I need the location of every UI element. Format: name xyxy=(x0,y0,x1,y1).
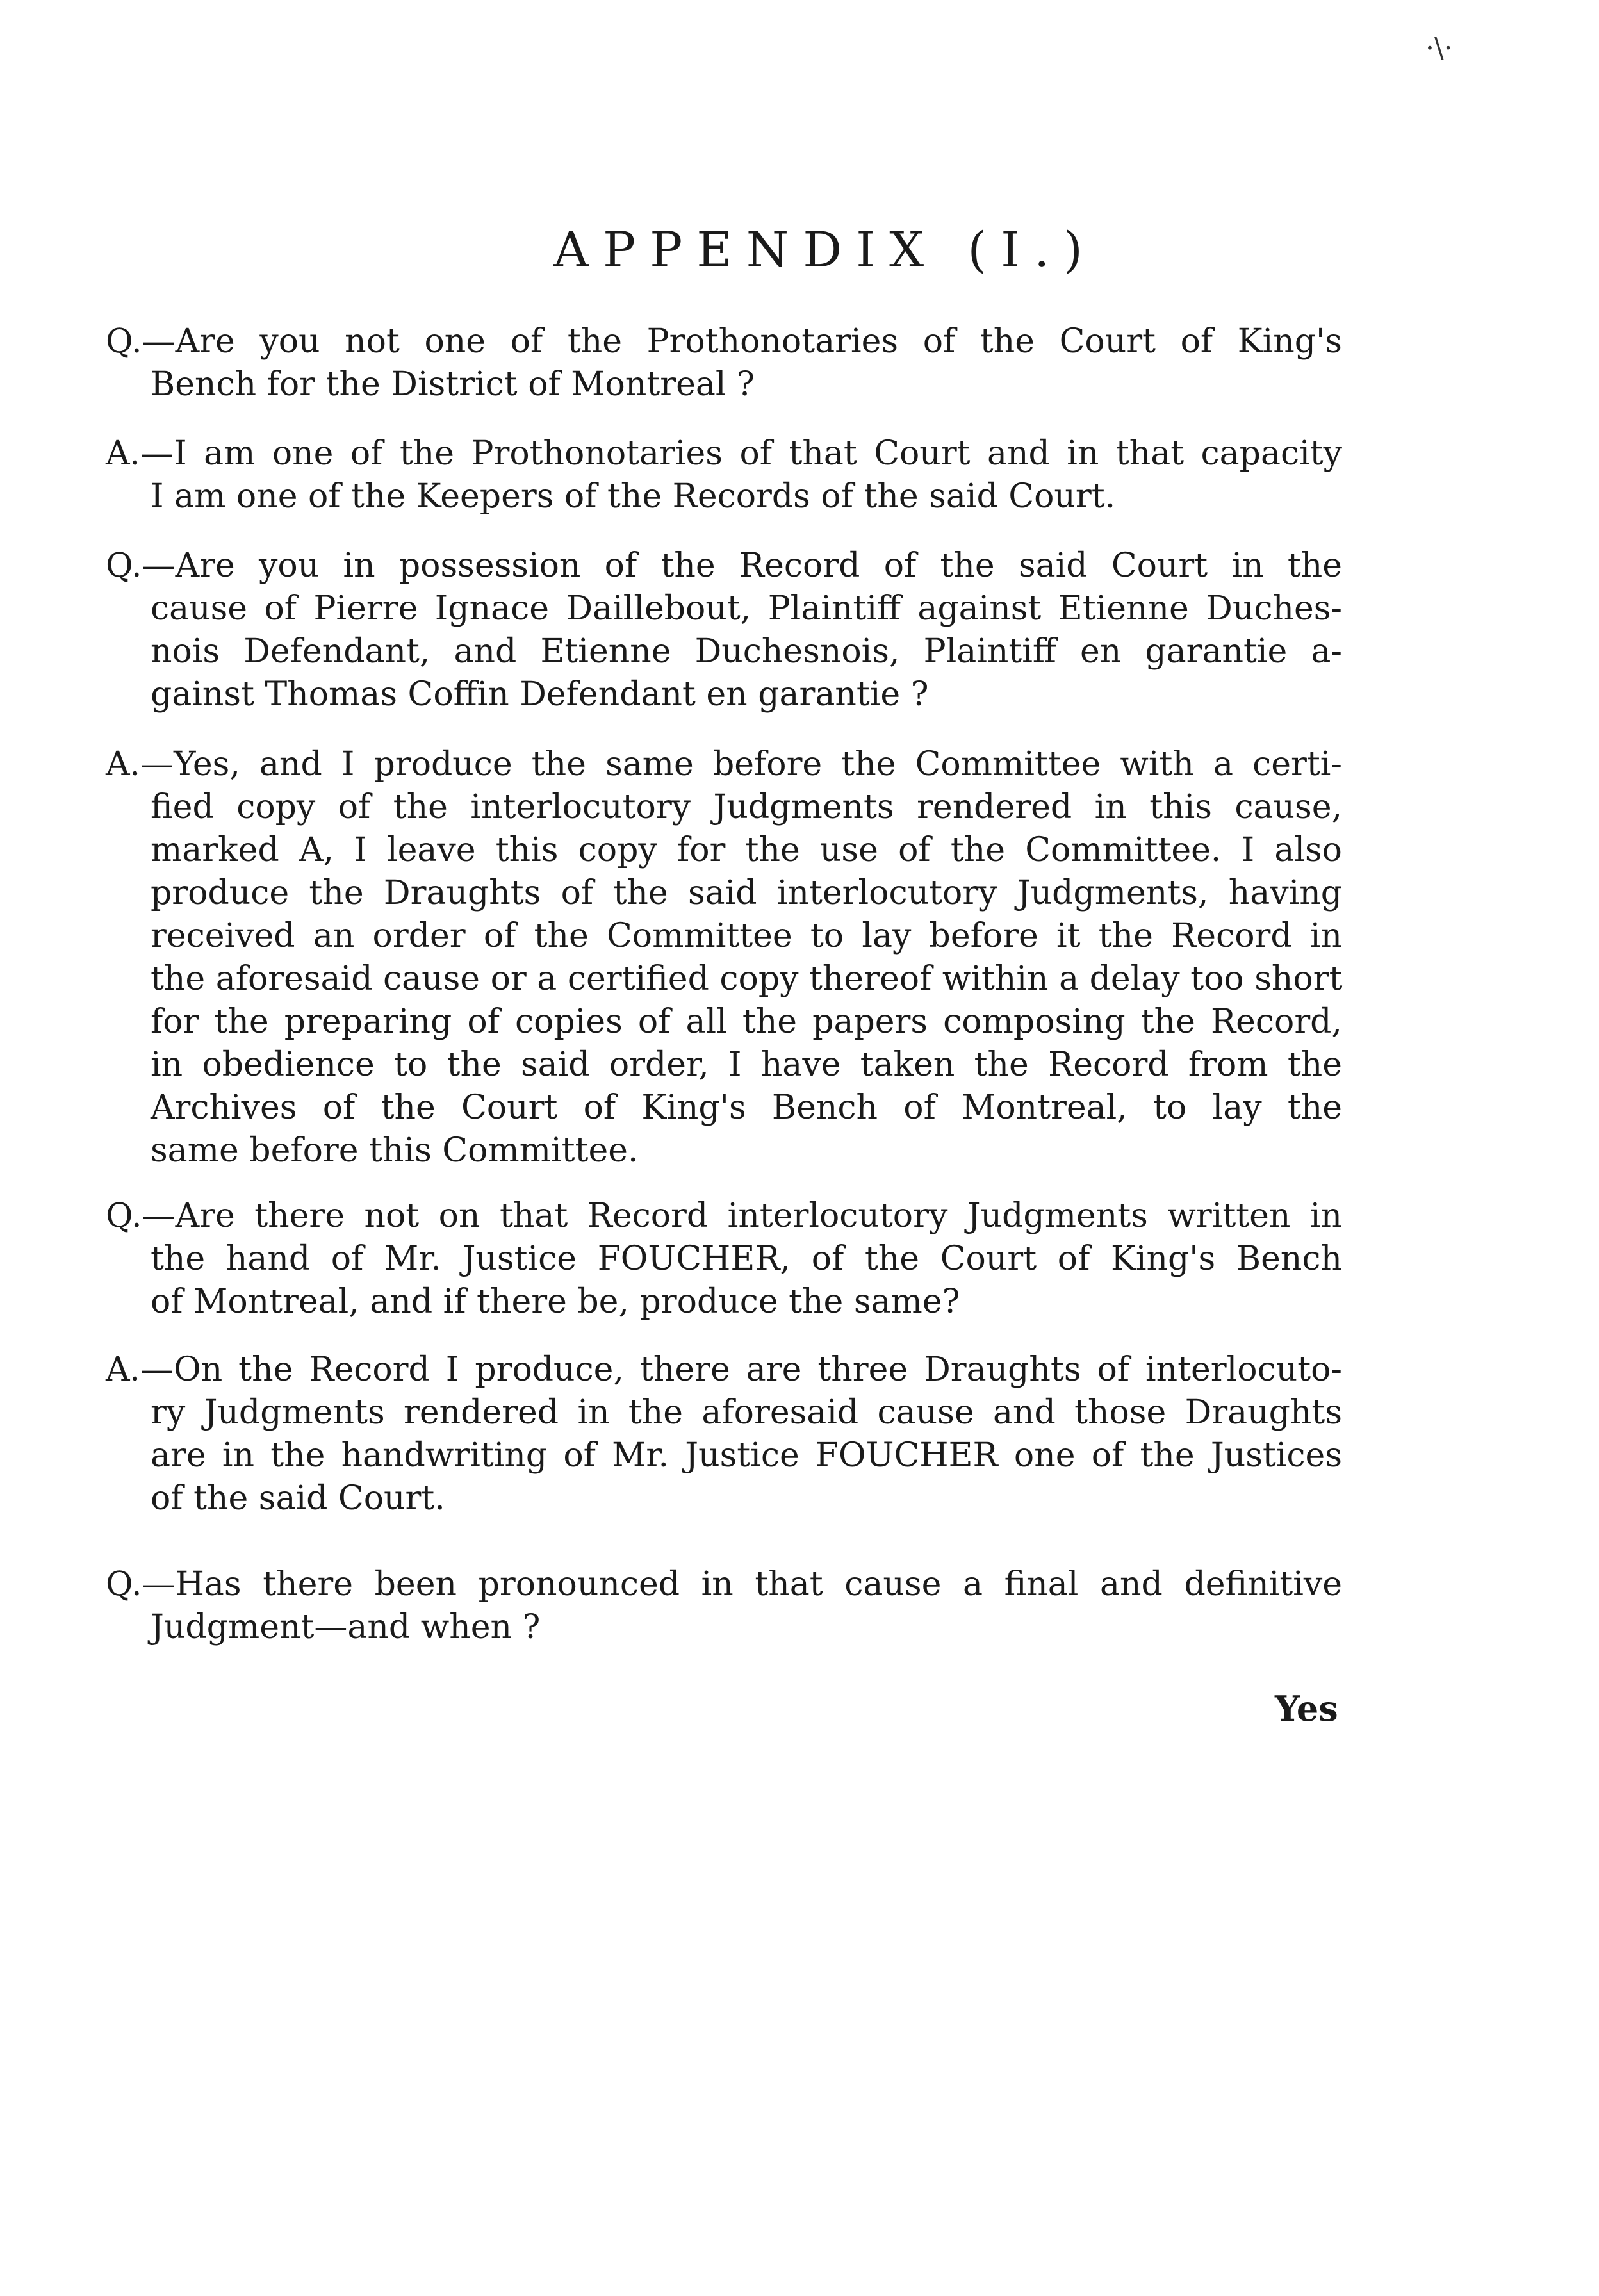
catchword: Yes xyxy=(1275,1688,1338,1729)
text-line: Q.—Has there been pronounced in that cause a final and definitive xyxy=(106,1565,1342,1603)
text-line: of Montreal, and if there be, produce the same? xyxy=(151,1283,960,1321)
answer-3 xyxy=(106,1349,1342,1520)
question-2 xyxy=(106,545,1342,716)
text-line: cause of Pierre Ignace Daillebout, Plaintiff against Etienne Duches- xyxy=(151,589,1342,628)
text-line: nois Defendant, and Etienne Duchesnois, Plaintiff en garantie a- xyxy=(151,632,1342,671)
question-3 xyxy=(106,1195,1342,1324)
text-line: received an order of the Committee to lay before it the Record in xyxy=(151,917,1342,955)
text-line: of the said Court. xyxy=(151,1479,445,1518)
text-line: the hand of Mr. Justice FOUCHER, of the Court of King's Bench xyxy=(151,1240,1342,1278)
question-1 xyxy=(106,320,1342,406)
page-title: APPENDIX (I.) xyxy=(554,221,1097,278)
text-line: in obedience to the said order, I have taken the Record from the xyxy=(151,1046,1342,1084)
text-line: Judgment—and when ? xyxy=(151,1608,541,1646)
text-line: A.—Yes, and I produce the same before the Committee with a certi- xyxy=(106,745,1342,783)
text-line: Archives of the Court of King's Bench of Montreal, to lay the xyxy=(151,1088,1342,1127)
text-line: the aforesaid cause or a certified copy thereof within a delay too short xyxy=(151,960,1343,998)
text-line: Q.—Are you in possession of the Record of the said Court in the xyxy=(106,546,1342,585)
answer-1 xyxy=(106,432,1342,518)
question-4 xyxy=(106,1563,1342,1649)
text-line: for the preparing of copies of all the papers composing the Record, xyxy=(151,1003,1342,1041)
text-line: gainst Thomas Coffin Defendant en garantie ? xyxy=(151,675,929,714)
text-line: A.—On the Record I produce, there are three Draughts of interlocuto- xyxy=(106,1350,1342,1389)
text-line: Q.—Are there not on that Record interlocutory Judgments written in xyxy=(106,1197,1342,1235)
text-line: marked A, I leave this copy for the use of the Committee. I also xyxy=(151,831,1342,869)
text-line: are in the handwriting of Mr. Justice FOUCHER one of the Justices xyxy=(151,1436,1342,1475)
text-line: fied copy of the interlocutory Judgments rendered in this cause, xyxy=(151,788,1342,826)
answer-2 xyxy=(106,743,1342,1172)
text-line: same before this Committee. xyxy=(151,1131,639,1170)
text-line: Bench for the District of Montreal ? xyxy=(151,365,755,404)
text-line: Q.—Are you not one of the Prothonotaries of the Court of King's xyxy=(106,322,1342,361)
text-line: ry Judgments rendered in the aforesaid cause and those Draughts xyxy=(151,1393,1342,1432)
corner-page-mark: ·\· xyxy=(1425,32,1453,65)
text-line: I am one of the Keepers of the Records of the said Court. xyxy=(151,477,1116,516)
text-line: produce the Draughts of the said interlocutory Judgments, having xyxy=(151,874,1342,912)
text-line: A.—I am one of the Prothonotaries of that Court and in that capacity xyxy=(106,434,1342,473)
